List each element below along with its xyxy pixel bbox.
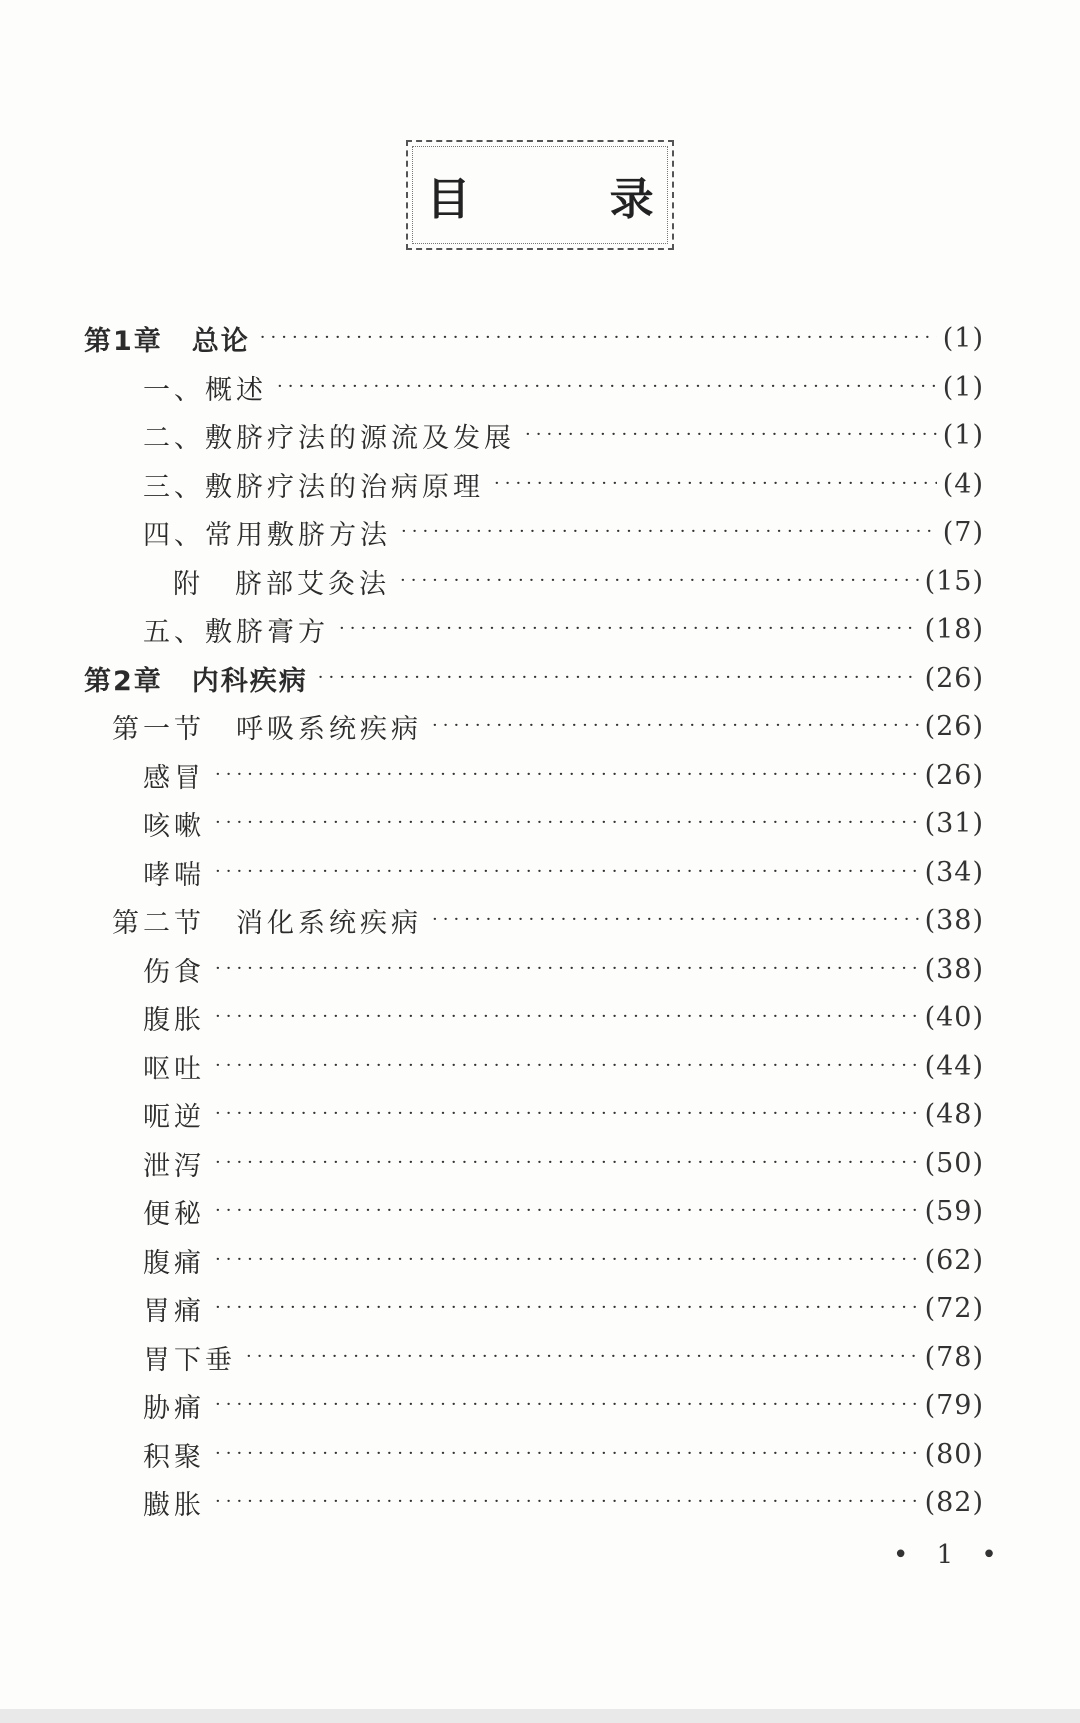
toc-entry-page: (80) <box>924 1438 984 1470</box>
toc-entry-title: 呃逆 <box>143 1101 205 1133</box>
toc-entry-title: 臌胀 <box>143 1489 205 1521</box>
toc-entry-page: (48) <box>924 1098 984 1130</box>
dot-leader <box>215 1143 919 1183</box>
toc-entry-page: (7) <box>942 516 984 548</box>
toc-entry <box>143 1288 984 1328</box>
dot-leader <box>215 755 919 795</box>
toc-entry-page: (26) <box>924 759 984 791</box>
toc-entry <box>143 755 984 795</box>
toc-title-frame <box>406 140 716 250</box>
toc-entry <box>84 318 984 358</box>
dot-leader <box>215 1191 919 1231</box>
toc-entry-title: 附 脐部艾灸法 <box>173 568 390 600</box>
toc-entry-title: 胁痛 <box>143 1392 205 1424</box>
dot-leader <box>215 1046 919 1086</box>
toc-entry <box>112 900 984 940</box>
dot-leader <box>215 1240 919 1280</box>
toc-entry-page: (15) <box>924 565 984 597</box>
dot-leader <box>318 658 919 698</box>
toc-entry <box>143 1191 984 1231</box>
toc-entry <box>143 1337 984 1377</box>
toc-entry-title: 胃痛 <box>143 1295 205 1327</box>
toc-entry-page: (40) <box>924 1001 984 1033</box>
dot-leader <box>215 997 919 1037</box>
toc-entry <box>143 1046 984 1086</box>
toc-entry-page: (26) <box>924 662 984 694</box>
toc-entry-page: (62) <box>924 1244 984 1276</box>
toc-entry-page: (59) <box>924 1195 984 1227</box>
dot-leader <box>246 1337 919 1377</box>
bottom-edge <box>0 1709 1080 1723</box>
dot-leader <box>401 512 937 552</box>
toc-entry-page: (26) <box>924 710 984 742</box>
toc-entry-title: 一、概述 <box>143 374 267 406</box>
toc-entry <box>143 997 984 1037</box>
toc-entry <box>143 852 984 892</box>
dot-leader <box>215 1385 919 1425</box>
toc-entry <box>143 1434 984 1474</box>
toc-entry-page: (38) <box>924 904 984 936</box>
toc-entry <box>143 1385 984 1425</box>
toc-entry <box>143 1094 984 1134</box>
toc-entry <box>143 803 984 843</box>
toc-entry-title: 胃下垂 <box>143 1344 236 1376</box>
toc-entry <box>143 464 984 504</box>
dot-leader <box>215 1434 919 1474</box>
toc-entry <box>84 658 984 698</box>
toc-entry-title: 哮喘 <box>143 859 205 891</box>
toc-entry <box>143 367 984 407</box>
toc-entry-page: (72) <box>924 1292 984 1324</box>
toc-title: 目 录 <box>426 174 716 225</box>
toc-entry <box>143 512 984 552</box>
toc-entry-page: (31) <box>924 807 984 839</box>
toc-entry-title: 第2章 内科疾病 <box>84 665 308 697</box>
toc-entry <box>143 1482 984 1522</box>
dot-leader <box>339 609 919 649</box>
toc-entry-page: (38) <box>924 953 984 985</box>
toc-entry-title: 五、敷脐膏方 <box>143 616 329 648</box>
toc-entry-title: 第二节 消化系统疾病 <box>112 907 422 939</box>
toc-entry-page: (1) <box>942 419 984 451</box>
toc-entry-title: 第1章 总论 <box>84 325 250 357</box>
dot-leader <box>215 949 919 989</box>
dot-leader <box>494 464 937 504</box>
dot-leader <box>215 1288 919 1328</box>
dot-leader <box>260 318 937 358</box>
toc-entry <box>143 609 984 649</box>
toc-entry-title: 伤食 <box>143 956 205 988</box>
toc-entry-page: (34) <box>924 856 984 888</box>
toc-entry <box>143 1240 984 1280</box>
dot-leader <box>215 1094 919 1134</box>
toc-entry <box>143 949 984 989</box>
toc-entry-page: (18) <box>924 613 984 645</box>
toc-entry <box>112 706 984 746</box>
toc-entry-page: (82) <box>924 1486 984 1518</box>
toc-entry <box>173 561 984 601</box>
toc-entry-page: (4) <box>942 468 984 500</box>
toc-entry-title: 泄泻 <box>143 1150 205 1182</box>
toc-entry-title: 三、敷脐疗法的治病原理 <box>143 471 484 503</box>
dot-leader <box>525 415 937 455</box>
toc-entry-title: 感冒 <box>143 762 205 794</box>
dot-leader <box>215 803 919 843</box>
toc-entry-title: 咳嗽 <box>143 810 205 842</box>
toc-entry-page: (1) <box>942 322 984 354</box>
toc-entry-page: (44) <box>924 1050 984 1082</box>
dot-leader <box>215 1482 919 1522</box>
toc-entry-title: 腹胀 <box>143 1004 205 1036</box>
toc-entry-title: 四、常用敷脐方法 <box>143 519 391 551</box>
dot-leader <box>432 706 919 746</box>
toc-entry-title: 二、敷脐疗法的源流及发展 <box>143 422 515 454</box>
toc-entry-page: (50) <box>924 1147 984 1179</box>
toc-entry-title: 腹痛 <box>143 1247 205 1279</box>
toc-entry-title: 便秘 <box>143 1198 205 1230</box>
page-number: • 1 • <box>893 1540 1007 1570</box>
toc-entry-page: (78) <box>924 1341 984 1373</box>
toc-entry <box>143 415 984 455</box>
dot-leader <box>215 852 919 892</box>
toc-entry-title: 积聚 <box>143 1441 205 1473</box>
toc-entry-page: (1) <box>942 371 984 403</box>
toc-entry-page: (79) <box>924 1389 984 1421</box>
dot-leader <box>400 561 919 601</box>
toc-entry-title: 第一节 呼吸系统疾病 <box>112 713 422 745</box>
toc-entry <box>143 1143 984 1183</box>
dot-leader <box>277 367 937 407</box>
toc-entry-title: 呕吐 <box>143 1053 205 1085</box>
dot-leader <box>432 900 919 940</box>
